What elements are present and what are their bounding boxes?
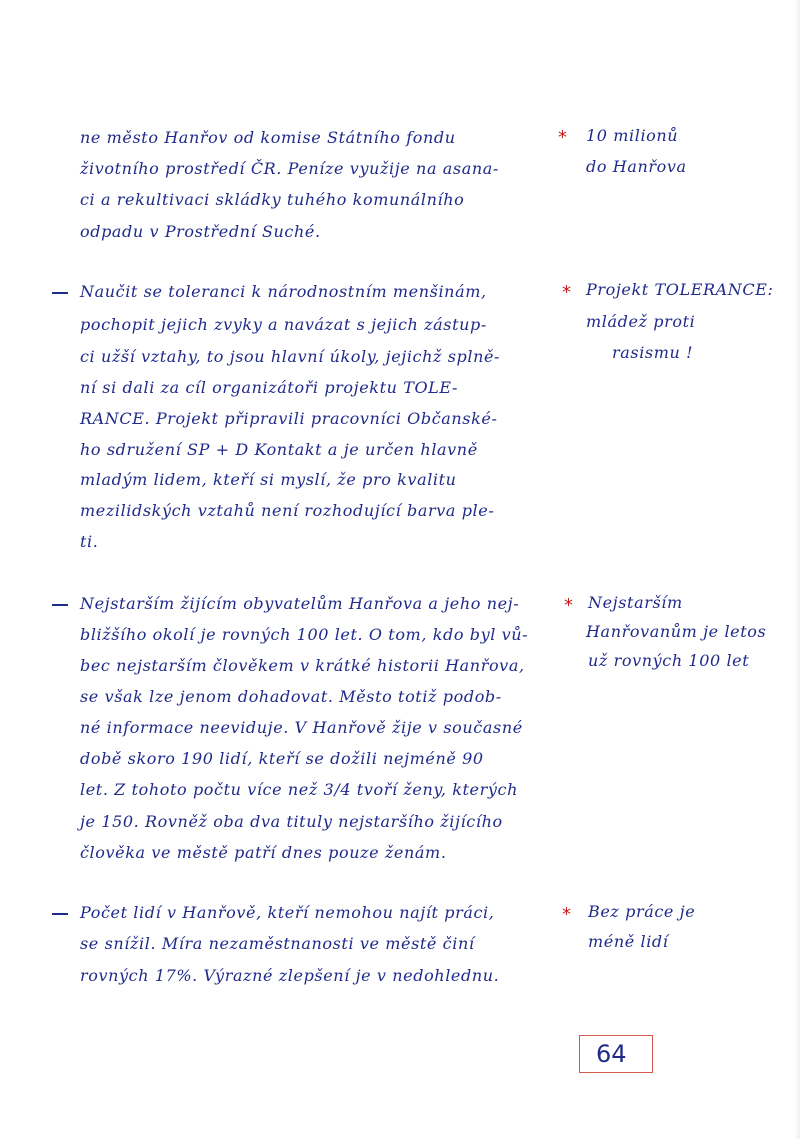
margin-note-line: méně lidí bbox=[588, 932, 669, 951]
margin-note-line: Bez práce je bbox=[588, 902, 696, 921]
margin-star-icon: * bbox=[564, 595, 573, 616]
paragraph-line: době skoro 190 lidí, kteří se dožili nejméně 90 bbox=[80, 749, 484, 768]
paragraph-line: mladým lidem, kteří si myslí, že pro kvalitu bbox=[80, 470, 457, 489]
paragraph-line: ní si dali za cíl organizátoři projektu TOLE- bbox=[80, 378, 458, 397]
paragraph-line: Počet lidí v Hanřově, kteří nemohou najít práci, bbox=[80, 903, 495, 922]
bullet-dash bbox=[52, 913, 68, 915]
page-number: 64 bbox=[596, 1040, 627, 1068]
paragraph-line: člověka ve městě patří dnes pouze ženám. bbox=[80, 843, 447, 862]
bullet-dash bbox=[52, 604, 68, 606]
paragraph-line: bližšího okolí je rovných 100 let. O tom, kdo byl vů- bbox=[80, 625, 529, 644]
paragraph-line: odpadu v Prostřední Suché. bbox=[80, 222, 321, 241]
margin-note-line: Projekt TOLERANCE: bbox=[586, 280, 774, 299]
paragraph-line: životního prostředí ČR. Peníze využije na asana- bbox=[80, 159, 499, 178]
paragraph-line: ho sdružení SP + D Kontakt a je určen hlavně bbox=[80, 440, 478, 459]
paragraph-line: se však lze jenom dohadovat. Město totiž podob- bbox=[80, 687, 502, 706]
margin-rule bbox=[560, 110, 561, 1010]
paragraph-line: se snížil. Míra nezaměstnanosti ve městě činí bbox=[80, 934, 475, 953]
margin-star-icon: * bbox=[558, 127, 567, 148]
paragraph-line: Naučit se toleranci k národnostním menšinám, bbox=[80, 282, 487, 301]
margin-note-line: už rovných 100 let bbox=[588, 651, 750, 670]
paragraph-line: ne město Hanřov od komise Státního fondu bbox=[80, 128, 456, 147]
paragraph-line: bec nejstarším člověkem v krátké historii Hanřova, bbox=[80, 656, 525, 675]
paragraph-line: let. Z tohoto počtu více než 3/4 tvoří ženy, kterých bbox=[80, 780, 518, 799]
margin-star-icon: * bbox=[562, 904, 571, 925]
paragraph-line: je 150. Rovněž oba dva tituly nejstaršího žijícího bbox=[80, 812, 503, 831]
paragraph-line: ti. bbox=[80, 532, 99, 551]
paragraph-line: Nejstarším žijícím obyvatelům Hanřova a jeho nej- bbox=[80, 594, 520, 613]
paragraph-line: ci a rekultivaci skládky tuhého komunálního bbox=[80, 190, 465, 209]
paragraph-line: rovných 17%. Výrazné zlepšení je v nedohlednu. bbox=[80, 966, 500, 985]
margin-note-line: Hanřovanům je letos bbox=[586, 622, 767, 641]
paragraph-line: pochopit jejich zvyky a navázat s jejich zástup- bbox=[80, 315, 487, 334]
bullet-dash bbox=[52, 292, 68, 294]
paragraph-line: mezilidských vztahů není rozhodující barva ple- bbox=[80, 501, 495, 520]
paragraph-line: ci užší vztahy, to jsou hlavní úkoly, jejichž splně- bbox=[80, 347, 501, 366]
margin-note-line: do Hanřova bbox=[586, 157, 687, 176]
margin-note-line: Nejstarším bbox=[588, 593, 683, 612]
margin-note-line: mládež proti bbox=[586, 312, 696, 331]
margin-note-line: rasismu ! bbox=[612, 343, 694, 362]
paragraph-line: RANCE. Projekt připravili pracovníci Občanské- bbox=[80, 409, 498, 428]
page-edge bbox=[794, 0, 800, 1139]
paragraph-line: né informace neeviduje. V Hanřově žije v současné bbox=[80, 718, 523, 737]
margin-note-line: 10 milionů bbox=[586, 126, 679, 145]
margin-star-icon: * bbox=[562, 282, 571, 303]
